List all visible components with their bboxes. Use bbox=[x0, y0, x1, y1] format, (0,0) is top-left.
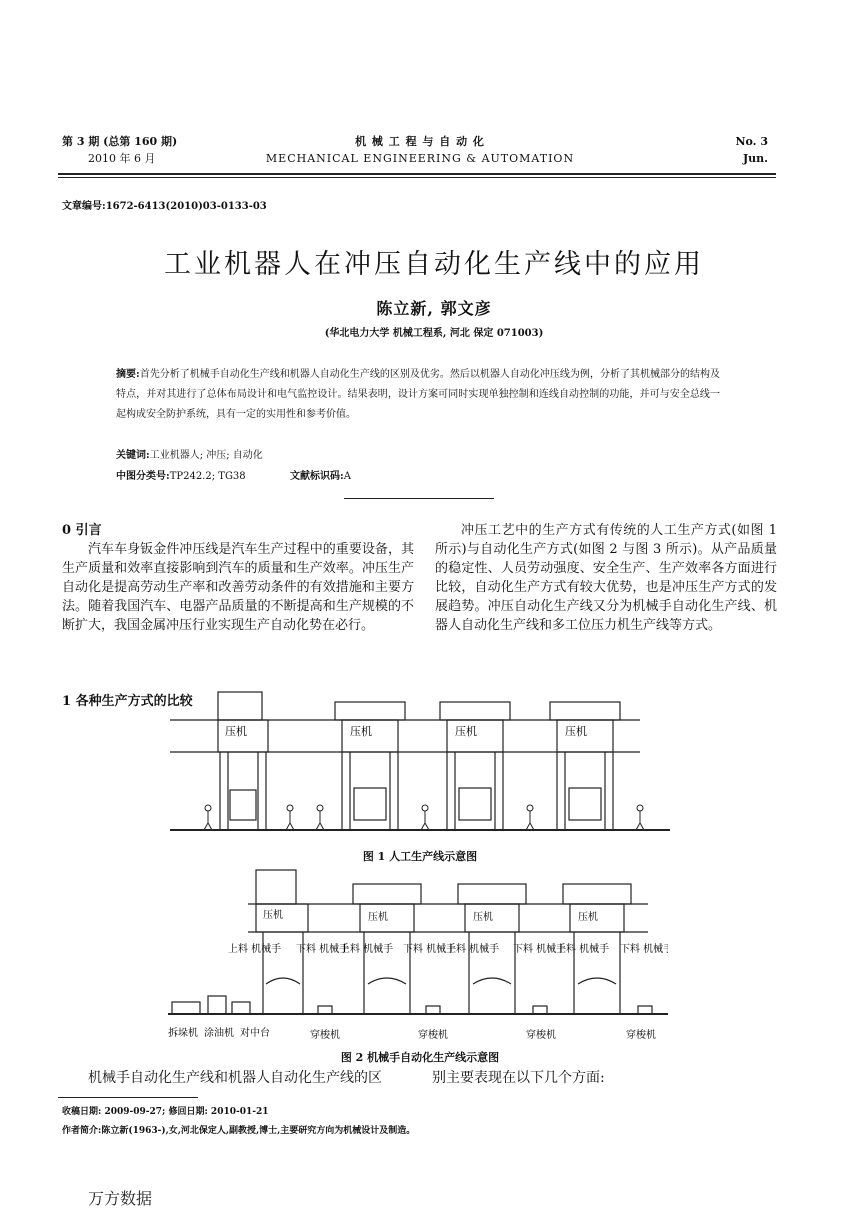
clc-code: TP242.2; TG38 bbox=[169, 471, 246, 482]
fig1-press-label-1: 压机 bbox=[225, 725, 247, 738]
figure-1-caption: 图 1 人工生产线示意图 bbox=[362, 850, 478, 863]
journal-name bbox=[250, 133, 590, 167]
section-0-paragraph: 汽车车身钣金件冲压线是汽车生产过程中的重要设备，其生产质量和效率直接影响到汽车的质量和生产效率。冲压生产自动化是提高劳动生产率和改善劳动条件的有效措施和主要方法。随着我国汽车、电器产品质量的不断提高和生产规模的不断扩大，我国金属冲压行业实现生产自动化势在必行。 bbox=[62, 542, 414, 633]
keywords bbox=[116, 446, 263, 466]
right-column bbox=[435, 521, 777, 635]
keywords-text: 工业机器人; 冲压; 自动化 bbox=[149, 450, 263, 461]
continuation-text-left: 机械手自动化生产线和机器人自动化生产线的区 bbox=[88, 1070, 382, 1086]
fig2-bottom-label-6: 穿梭机 bbox=[526, 1030, 556, 1041]
clc-label: 中图分类号: bbox=[116, 471, 170, 482]
figure-2 bbox=[168, 866, 668, 1048]
author-affiliation: (华北电力大学 机械工程系, 河北 保定 071003) bbox=[324, 328, 544, 339]
abstract-label: 摘要: bbox=[116, 369, 140, 380]
fig1-press-label-4: 压机 bbox=[565, 725, 587, 738]
section-0-heading: 0 引言 bbox=[62, 523, 102, 538]
fig2-press-label-3: 压机 bbox=[473, 912, 493, 923]
journal-issue-info bbox=[62, 133, 177, 167]
figure-2-drawing bbox=[168, 866, 668, 1044]
left-column bbox=[62, 521, 414, 635]
journal-no-info bbox=[735, 133, 768, 167]
watermark-text: 万方数据 bbox=[88, 1189, 153, 1208]
issue-date: 2010 年 6 月 bbox=[88, 152, 156, 165]
footnote-author-label: 作者简介: bbox=[62, 1126, 102, 1136]
fig2-unloader-label-2: 下料 机械手 bbox=[403, 944, 457, 955]
footnote-received: 收稿日期: 2009-09-27; 修回日期: 2010-01-21 bbox=[62, 1107, 269, 1117]
abstract bbox=[116, 365, 720, 425]
fig2-unloader-label-1: 下料 机械手 bbox=[296, 944, 350, 955]
article-number: 文章编号:1672-6413(2010)03-0133-03 bbox=[62, 201, 267, 212]
header-rule-thick bbox=[58, 173, 776, 175]
fig2-unloader-label-3: 下料 机械手 bbox=[513, 944, 567, 955]
fig2-press-label-4: 压机 bbox=[578, 912, 598, 923]
fig2-unloader-label-4: 下料 机械手 bbox=[620, 944, 668, 955]
fig2-loader-label-3: 上料 机械手 bbox=[446, 944, 500, 955]
fig2-bottom-label-1: 拆垛机 bbox=[168, 1028, 198, 1039]
issue-number: 第 3 期 (总第 160 期) bbox=[62, 135, 178, 148]
journal-month: Jun. bbox=[742, 152, 768, 165]
fig2-loader-label-4: 上料 机械手 bbox=[556, 944, 610, 955]
figure-1 bbox=[170, 690, 670, 842]
continuation-text-right: 别主要表现在以下几个方面: bbox=[432, 1070, 605, 1086]
doc-code-label: 文献标识码: bbox=[290, 471, 344, 482]
figure-2-caption: 图 2 机械手自动化生产线示意图 bbox=[340, 1051, 500, 1064]
abstract-text: 首先分析了机械手自动化生产线和机器人自动化生产线的区别及优劣。然后以机器人自动化冲压线为例，分析了其机械部分的结构及特点，并对其进行了总体布局设计和电气监控设计。结果表明，设计方案可同时实现单独控制和连线自动控制的功能，并可与安全总线一起构成安全防护系统，具有一定的实用性和参考价值。 bbox=[116, 369, 720, 420]
doc-code: A bbox=[343, 471, 351, 482]
fig2-bottom-label-3: 对中台 bbox=[240, 1028, 270, 1039]
fig2-bottom-label-2: 涂油机 bbox=[204, 1028, 234, 1039]
section-1-heading: 1 各种生产方式的比较 bbox=[62, 694, 193, 709]
footnote-author bbox=[62, 1123, 415, 1136]
fig1-press-label-2: 压机 bbox=[350, 725, 372, 738]
paper-authors: 陈立新, 郭文彦 bbox=[376, 299, 492, 318]
fig2-press-label-1: 压机 bbox=[263, 910, 283, 921]
header-rule-thin bbox=[58, 177, 776, 178]
right-column-paragraph: 冲压工艺中的生产方式有传统的人工生产方式(如图 1 所示)与自动化生产方式(如图 2 与图 3 所示)。从产品质量的稳定性、人员劳动强度、安全生产、生产效率各方面进行比较，自动化生产方式有较大优势，也是冲压生产方式的发展趋势。冲压自动化生产线又分为机械手自动化生产线、机器人自动化生产线和多工位压力机生产线等方式。 bbox=[435, 523, 777, 633]
footnote-author-text: 陈立新(1963-),女,河北保定人,副教授,博士,主要研究方向为机械设计及制造。 bbox=[101, 1126, 416, 1136]
figure-1-drawing bbox=[170, 690, 670, 838]
journal-name-en: MECHANICAL ENGINEERING & AUTOMATION bbox=[265, 152, 575, 165]
fig2-press-label-2: 压机 bbox=[368, 912, 388, 923]
fig2-loader-label-1: 上料 机械手 bbox=[228, 944, 282, 955]
keywords-label: 关键词: bbox=[116, 450, 150, 461]
fig1-press-label-3: 压机 bbox=[455, 725, 477, 738]
fig2-loader-label-2: 上料 机械手 bbox=[340, 944, 394, 955]
journal-name-cn: 机 械 工 程 与 自 动 化 bbox=[355, 135, 485, 148]
abstract-divider bbox=[344, 498, 494, 499]
fig2-bottom-label-5: 穿梭机 bbox=[418, 1030, 448, 1041]
journal-no: No. 3 bbox=[735, 135, 768, 148]
fig2-bottom-label-7: 穿梭机 bbox=[626, 1030, 656, 1041]
classification bbox=[116, 467, 351, 487]
fig2-bottom-label-4: 穿梭机 bbox=[310, 1030, 340, 1041]
footnote-rule bbox=[58, 1097, 198, 1098]
paper-title: 工业机器人在冲压自动化生产线中的应用 bbox=[164, 249, 704, 280]
